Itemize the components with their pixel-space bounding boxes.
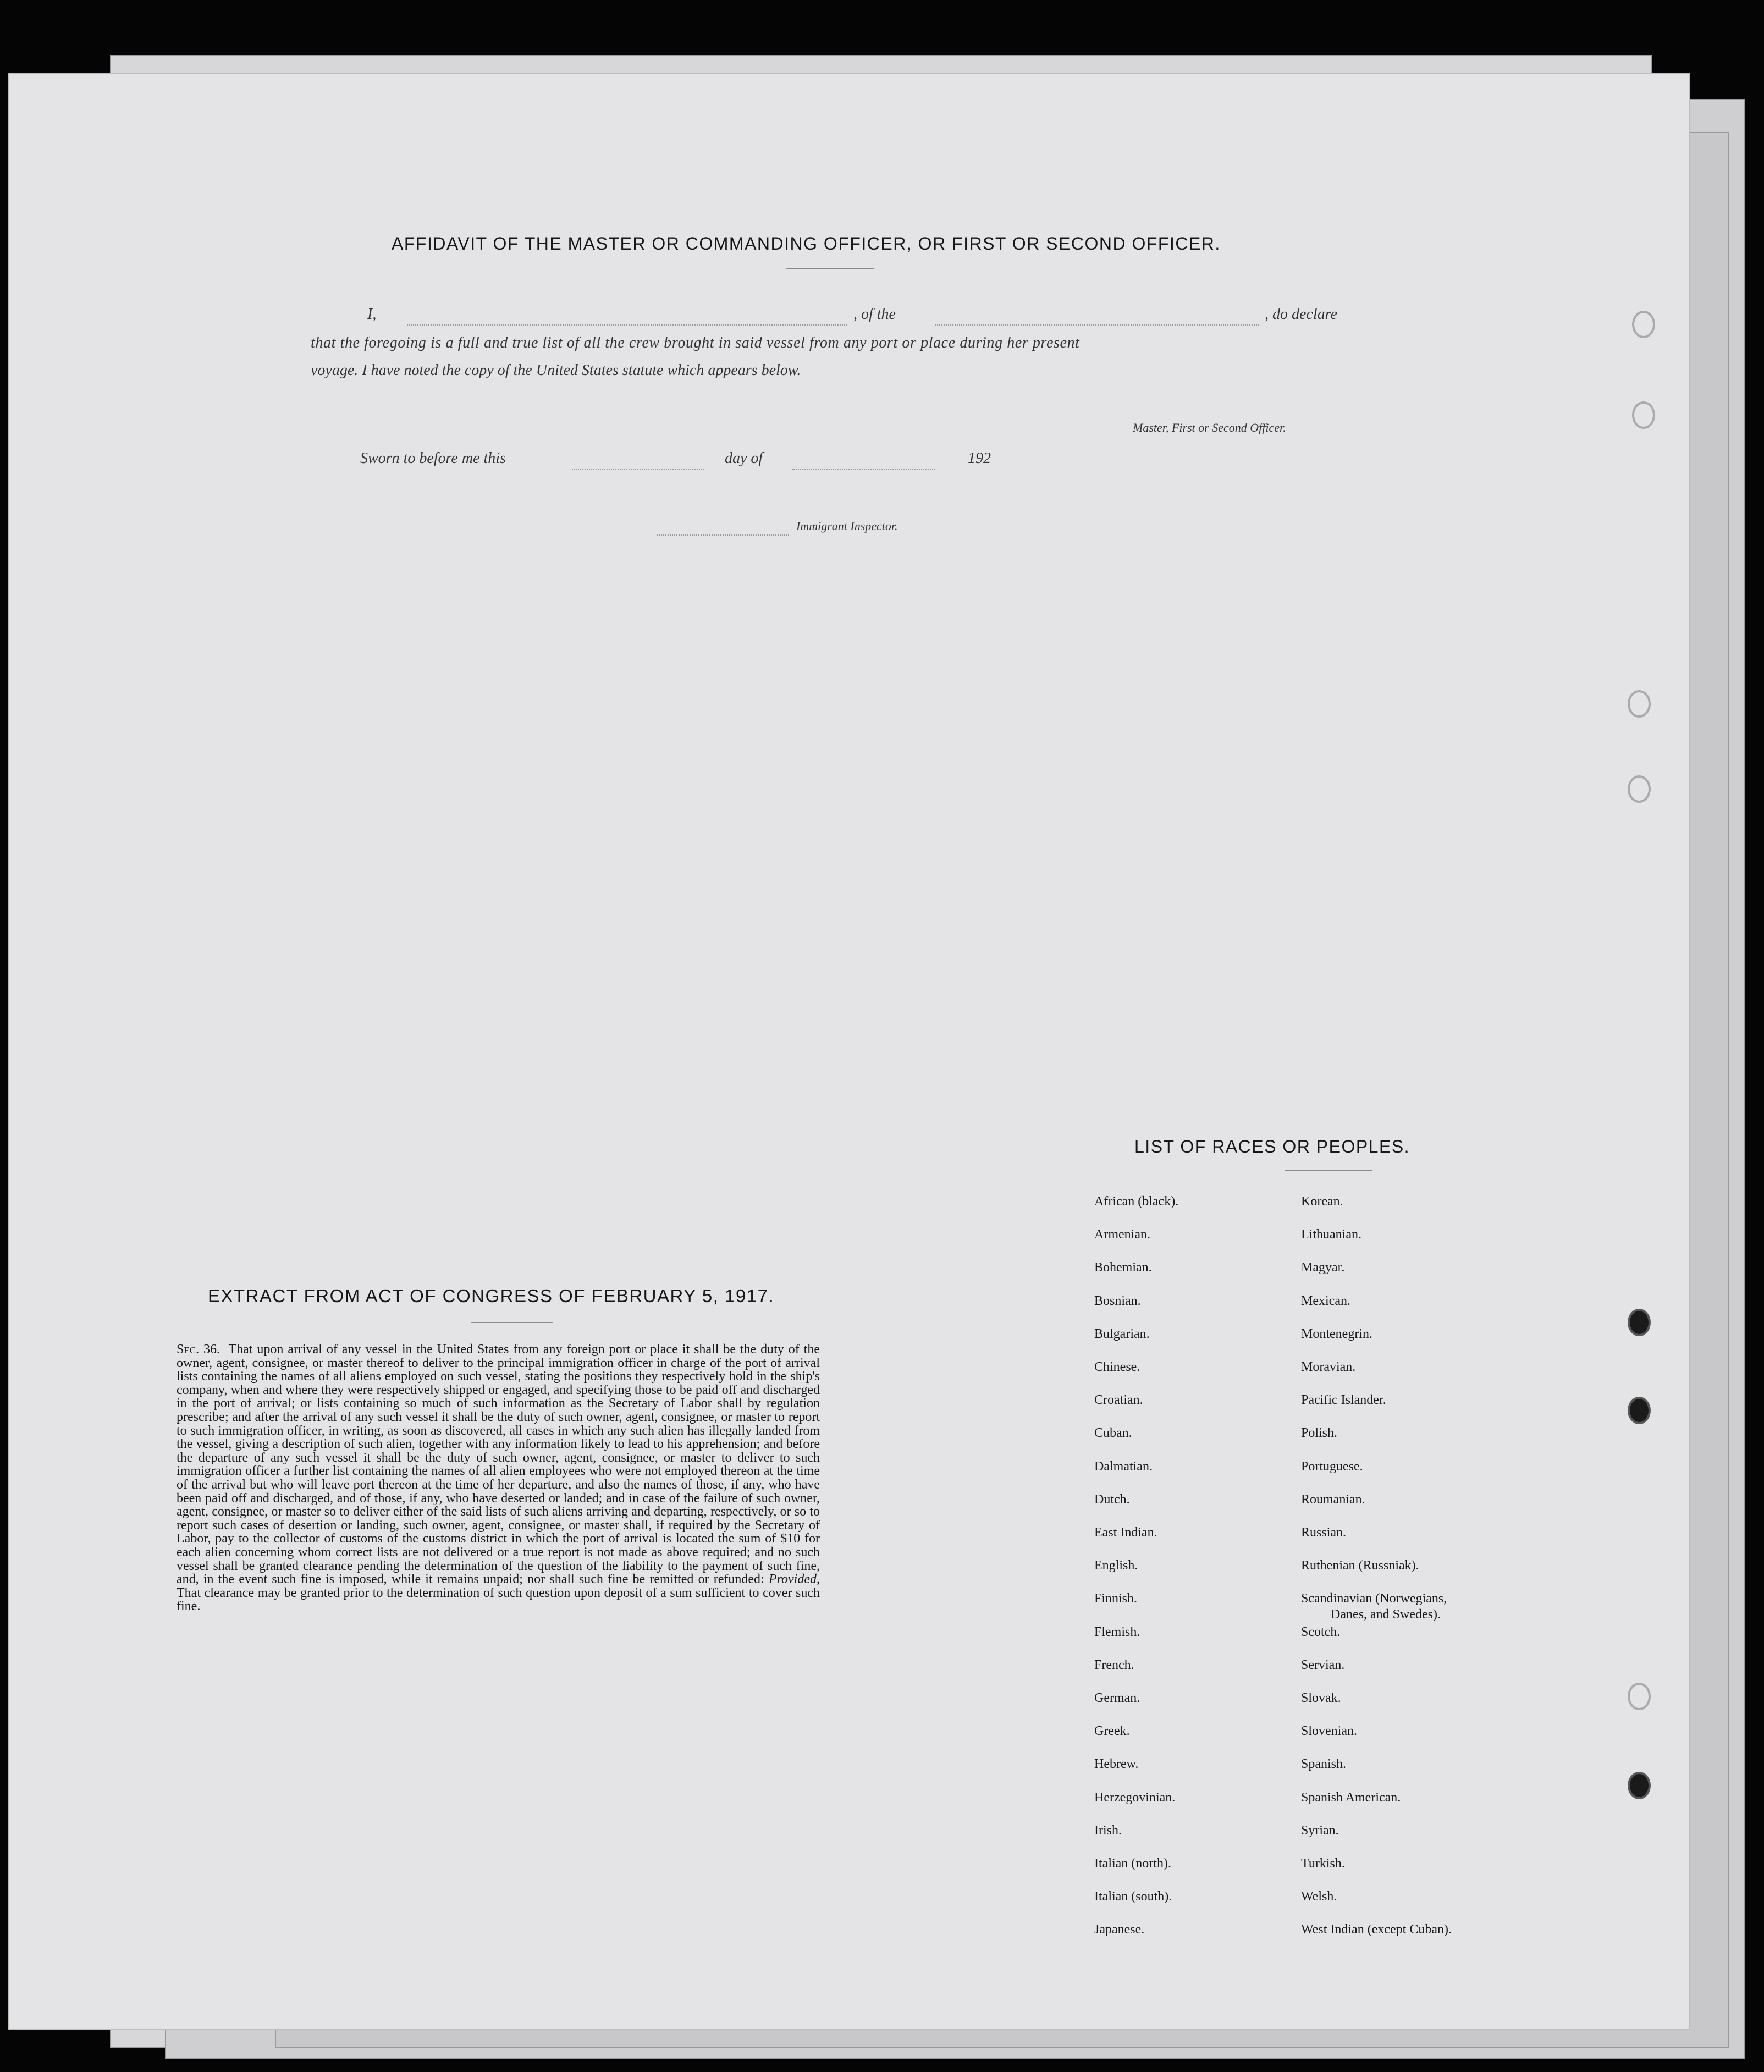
race-item: West Indian (except Cuban). <box>1301 1922 1452 1937</box>
affidavit-title-rule <box>786 268 874 269</box>
race-item: Spanish. <box>1301 1757 1347 1772</box>
inspector-caption: Immigrant Inspector. <box>796 519 898 533</box>
affidavit-line1-end: , do declare <box>1265 306 1337 323</box>
sworn-start: Sworn to before me this <box>360 450 506 467</box>
race-item: Armenian. <box>1094 1227 1150 1242</box>
race-item: Turkish. <box>1301 1856 1345 1871</box>
race-item: Slovak. <box>1301 1691 1341 1705</box>
name-field-line <box>407 324 847 326</box>
race-item: Russian. <box>1301 1525 1347 1540</box>
races-title: LIST OF RACES OR PEOPLES. <box>1134 1137 1410 1156</box>
race-item: Pacific Islander. <box>1301 1393 1386 1408</box>
race-item: Spanish American. <box>1301 1790 1401 1805</box>
sworn-day-of: day of <box>725 450 763 467</box>
race-item: African (black). <box>1094 1194 1179 1209</box>
punch-hole <box>1632 311 1655 338</box>
affidavit-line3: voyage. I have noted the copy of the United States statute which appears below. <box>311 362 801 379</box>
sec-label: Sec. 36. <box>177 1342 220 1357</box>
race-item: French. <box>1094 1657 1134 1672</box>
race-item: Herzegovinian. <box>1094 1790 1176 1805</box>
race-item: Magyar. <box>1301 1260 1345 1275</box>
race-item: Ruthenian (Russniak). <box>1301 1558 1419 1573</box>
race-item: Mexican. <box>1301 1293 1350 1308</box>
extract-body <box>177 1343 820 1613</box>
race-item: Slovenian. <box>1301 1724 1357 1739</box>
race-item: Korean. <box>1301 1194 1343 1209</box>
race-item: Roumanian. <box>1301 1492 1365 1507</box>
race-item: Lithuanian. <box>1301 1227 1361 1242</box>
provided-text: That clearance may be granted prior to the determination of such question upon deposit of a sum sufficient to cover such fine. <box>177 1585 820 1614</box>
vessel-field-line <box>935 324 1259 326</box>
race-item: Japanese. <box>1094 1922 1145 1937</box>
master-signature-caption: Master, First or Second Officer. <box>1133 421 1286 434</box>
race-item: Croatian. <box>1094 1393 1143 1408</box>
race-item: Moravian. <box>1301 1360 1356 1374</box>
race-item: Dalmatian. <box>1094 1459 1153 1474</box>
races-title-rule <box>1285 1170 1372 1171</box>
race-item: Welsh. <box>1301 1889 1337 1904</box>
race-item: Cuban. <box>1094 1426 1132 1441</box>
affidavit-line1-start: I, <box>367 306 377 323</box>
extract-title-rule <box>471 1322 553 1323</box>
extract-text: That upon arrival of any vessel in the United States from any foreign port or place it shall be the duty of the owner, agent, consignee, or master thereof to deliver to the principal immigration officer in charge of the port of arrival lists containing the names of all aliens employed on such vessel, stating the positions they respectively hold in the ship's company, when and where they were respectively shipped or engaged, and specifying those to be paid off and discharged in the port of arrival; or lists containing so much of such information as the Secretary of Labor shall by regulation prescribe; and after the arrival of any such vessel it shall be the duty of such owner, agent, consignee, or master to report to such immigration officer, in writing, as soon as discovered, all cases in which any such alien has illegally landed from the vessel, giving a description of such alien, together with any information likely to lead to his apprehension; and before the departure of any such vessel it shall be the duty of such owner, agent, consignee, or master to deliver to such immigration officer a further list containing the names of all alien employees who were not employed thereon at the time of the arrival but who will leave port thereon at the time of her departure, and also the names of those, if any, who have been paid off and discharged, and of those, if any, who have deserted or landed; and in case of the failure of such owner, agent, consignee, or master so to deliver either of the said lists of such aliens arriving and departing, respectively, or so to report such cases of desertion or landing, such owner, agent, consignee, or master shall, if required by the Secretary of Labor, pay to the collector of customs of the customs district in which the port of arrival is located the sum of $10 for each alien concerning whom correct lists are not delivered or a true report is not made as above required; and no such vessel shall be granted clearance pending the determination of the question of the liability to the payment of such fine, and, in the event such fine is imposed, while it remains unpaid; nor shall such fine be remitted or refunded: <box>177 1342 820 1587</box>
race-item: Italian (south). <box>1094 1889 1172 1904</box>
race-item: Portuguese. <box>1301 1459 1363 1474</box>
race-item: Servian. <box>1301 1657 1345 1672</box>
race-item: English. <box>1094 1558 1138 1573</box>
race-item: Bohemian. <box>1094 1260 1152 1275</box>
sworn-month-line <box>792 469 935 470</box>
race-item: Flemish. <box>1094 1624 1140 1639</box>
race-item: East Indian. <box>1094 1525 1157 1540</box>
race-item: Italian (north). <box>1094 1856 1171 1871</box>
punch-hole <box>1628 1772 1651 1799</box>
race-item: German. <box>1094 1691 1140 1705</box>
punch-hole <box>1628 1397 1651 1424</box>
race-item: Scandinavian (Norwegians, <box>1301 1591 1447 1606</box>
punch-hole <box>1632 401 1655 429</box>
sworn-year: 192 <box>968 450 991 467</box>
race-item: Polish. <box>1301 1426 1338 1441</box>
race-item: Dutch. <box>1094 1492 1130 1507</box>
punch-hole <box>1628 1309 1651 1336</box>
race-item: Montenegrin. <box>1301 1326 1372 1341</box>
affidavit-line1-mid: , of the <box>853 306 896 323</box>
race-right-continuation: Danes, and Swedes). <box>1331 1607 1441 1622</box>
sworn-day-line <box>572 469 704 470</box>
affidavit-title: AFFIDAVIT OF THE MASTER OR COMMANDING OFFICER, OR FIRST OR SECOND OFFICER. <box>392 234 1221 254</box>
race-item: Finnish. <box>1094 1591 1138 1606</box>
provided-label: Provided, <box>768 1572 820 1587</box>
inspector-signature-line <box>657 534 789 536</box>
punch-hole <box>1628 775 1651 803</box>
race-item: Irish. <box>1094 1823 1122 1838</box>
document-page <box>8 73 1690 2030</box>
race-item: Scotch. <box>1301 1624 1341 1639</box>
punch-hole <box>1628 1683 1651 1710</box>
affidavit-line2: that the foregoing is a full and true list of all the crew brought in said vessel from any port or place during her present <box>311 334 1080 351</box>
race-item: Syrian. <box>1301 1823 1339 1838</box>
race-item: Bosnian. <box>1094 1293 1141 1308</box>
race-item: Greek. <box>1094 1724 1130 1739</box>
race-item: Hebrew. <box>1094 1757 1139 1772</box>
race-item: Chinese. <box>1094 1360 1140 1374</box>
extract-title: EXTRACT FROM ACT OF CONGRESS OF FEBRUARY 5, 1917. <box>208 1286 775 1306</box>
race-item: Bulgarian. <box>1094 1326 1150 1341</box>
punch-hole <box>1628 690 1651 718</box>
